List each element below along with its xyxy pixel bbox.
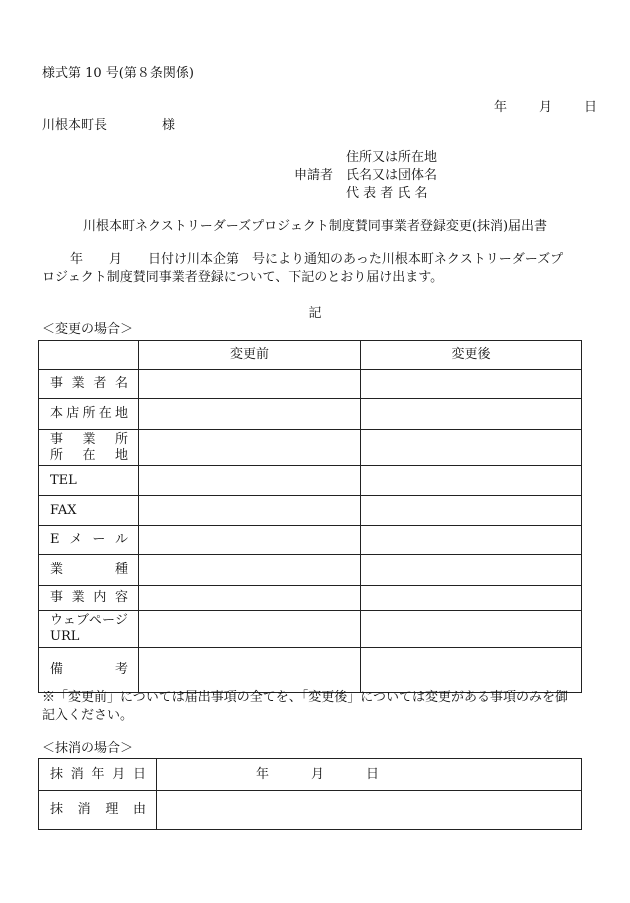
cancel-date-year: 年 [256, 766, 270, 782]
row-label-webpage-url-line1: ウェブページ [50, 613, 128, 628]
after-cell-tel[interactable] [361, 466, 582, 496]
after-cell-email[interactable] [361, 526, 582, 555]
cancel-date-cell[interactable] [157, 759, 582, 791]
table-row [39, 555, 582, 586]
header-after: 変更後 [361, 341, 582, 370]
change-section-heading: ＜変更の場合＞ [42, 322, 134, 337]
table-row [39, 611, 582, 648]
date-year: 年 [494, 100, 508, 115]
row-label-head-office: 本店所在地 [39, 399, 139, 430]
row-label-business-content: 事業内容 [39, 586, 139, 611]
after-cell-fax[interactable] [361, 496, 582, 526]
before-cell-business-name[interactable] [139, 370, 361, 399]
before-cell-industry[interactable] [139, 555, 361, 586]
document-title: 川根本町ネクストリーダーズプロジェクト制度賛同事業者登録変更(抹消)届出書 [82, 219, 548, 234]
table-row [39, 759, 582, 791]
table-row [39, 430, 582, 466]
change-table-header [39, 341, 582, 370]
applicant-name: 氏名又は団体名 [346, 168, 438, 183]
cancel-reason-label: 抹消理由 [39, 791, 157, 830]
after-cell-business-name[interactable] [361, 370, 582, 399]
addressee-honorific: 様 [162, 118, 176, 133]
before-cell-webpage-url[interactable] [139, 611, 361, 648]
cancel-date-month: 月 [311, 766, 325, 782]
after-cell-head-office[interactable] [361, 399, 582, 430]
after-cell-webpage-url[interactable] [361, 611, 582, 648]
after-cell-industry[interactable] [361, 555, 582, 586]
applicant-label: 申請者 [294, 168, 334, 183]
cancel-table [38, 758, 582, 830]
table-row [39, 496, 582, 526]
table-row [39, 586, 582, 611]
date-line [494, 100, 597, 116]
row-label-office-location-line2: 所在地 [50, 447, 128, 463]
form-number: 様式第 10 号(第８条関係) [42, 66, 194, 81]
ki-heading: 記 [308, 306, 322, 321]
after-cell-office-location[interactable] [361, 430, 582, 466]
table-row [39, 648, 582, 693]
body-line-2: ロジェクト制度賛同事業者登録について、下記のとおり届け出ます。 [42, 270, 444, 285]
after-cell-remarks[interactable] [361, 648, 582, 693]
date-month: 月 [539, 100, 553, 115]
addressee [42, 118, 175, 134]
row-label-webpage-url [39, 611, 139, 648]
cancel-section-heading: ＜抹消の場合＞ [42, 741, 134, 756]
body-line-1: 年 月 日付け川本企第 号により通知のあった川根本町ネクストリーダーズプ [70, 252, 564, 267]
before-cell-office-location[interactable] [139, 430, 361, 466]
row-label-office-location-line1: 事業所 [50, 431, 128, 447]
row-label-industry: 業種 [39, 555, 139, 586]
row-label-tel: TEL [39, 466, 139, 496]
before-cell-fax[interactable] [139, 496, 361, 526]
header-blank-cell [39, 341, 139, 370]
applicant-representative: 代 表 者 氏 名 [346, 186, 428, 201]
before-cell-remarks[interactable] [139, 648, 361, 693]
row-label-email: Eメール [39, 526, 139, 555]
before-cell-business-content[interactable] [139, 586, 361, 611]
change-note-line-1: ※「変更前」については届出事項の全てを、「変更後」については変更がある事項のみを御 [42, 690, 568, 705]
table-row [39, 466, 582, 496]
table-row [39, 791, 582, 830]
cancel-date-day: 日 [366, 766, 380, 782]
row-label-office-location [39, 430, 139, 466]
row-label-webpage-url-line2: URL [50, 629, 80, 644]
header-before: 変更前 [139, 341, 361, 370]
before-cell-email[interactable] [139, 526, 361, 555]
change-note-line-2: 記入ください。 [42, 708, 134, 723]
change-table [38, 340, 582, 693]
before-cell-head-office[interactable] [139, 399, 361, 430]
table-row [39, 399, 582, 430]
row-label-fax: FAX [39, 496, 139, 526]
row-label-remarks: 備考 [39, 648, 139, 693]
table-row [39, 370, 582, 399]
after-cell-business-content[interactable] [361, 586, 582, 611]
row-label-business-name: 事業者名 [39, 370, 139, 399]
date-day: 日 [584, 100, 598, 115]
cancel-date-label: 抹消年月日 [39, 759, 157, 791]
before-cell-tel[interactable] [139, 466, 361, 496]
applicant-address: 住所又は所在地 [346, 150, 438, 165]
addressee-name: 川根本町長 [42, 118, 108, 133]
cancel-reason-cell[interactable] [157, 791, 582, 830]
table-row [39, 526, 582, 555]
